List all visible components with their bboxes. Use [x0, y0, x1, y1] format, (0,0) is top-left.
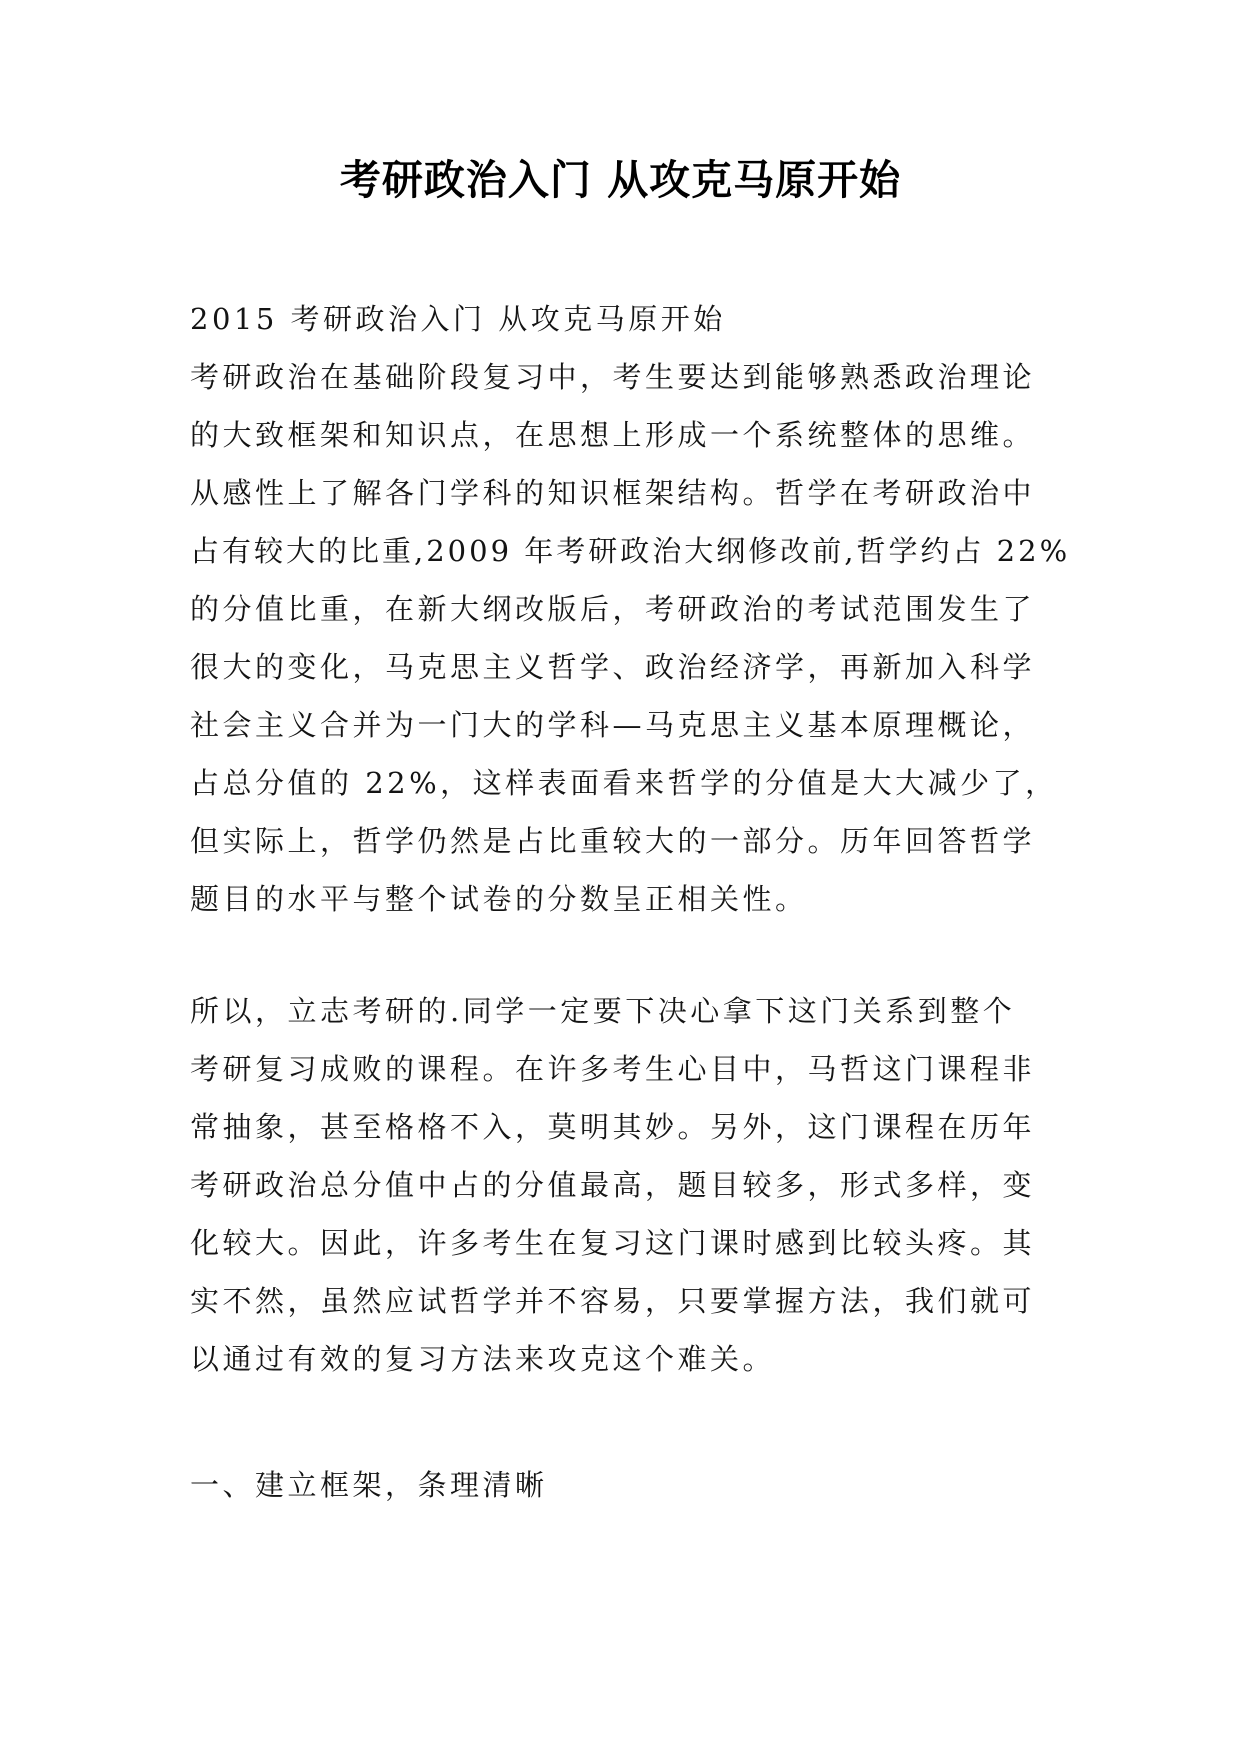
text-line: 考研政治在基础阶段复习中，考生要达到能够熟悉政治理论 — [190, 360, 1036, 394]
document-title: 考研政治入门 从攻克马原开始 — [339, 156, 902, 204]
text-line: 社会主义合并为一门大的学科—马克思主义基本原理概论， — [190, 708, 1036, 742]
text-line: 从感性上了解各门学科的知识框架结构。哲学在考研政治中 — [190, 476, 1036, 510]
section-heading — [190, 1456, 1070, 1514]
text-line: 实不然，虽然应试哲学并不容易，只要掌握方法，我们就可 — [190, 1284, 1036, 1318]
text-line: 占有较大的比重,2009 年考研政治大纲修改前,哲学约占 22% — [190, 534, 1071, 568]
text-line: 的分值比重，在新大纲改版后，考研政治的考试范围发生了 — [190, 592, 1036, 626]
text-line: 考研政治总分值中占的分值最高，题目较多，形式多样，变 — [190, 1168, 1036, 1202]
text-line: 2015 考研政治入门 从攻克马原开始 — [190, 302, 726, 336]
text-line: 所以，立志考研的.同学一定要下决心拿下这门关系到整个 — [190, 994, 1016, 1028]
text-line: 占总分值的 22%，这样表面看来哲学的分值是大大减少了， — [190, 766, 1058, 800]
text-line: 很大的变化，马克思主义哲学、政治经济学，再新加入科学 — [190, 650, 1036, 684]
text-line: 以通过有效的复习方法来攻克这个难关。 — [190, 1342, 776, 1376]
text-line: 考研复习成败的课程。在许多考生心目中，马哲这门课程非 — [190, 1052, 1036, 1086]
paragraph-second — [190, 982, 1070, 1388]
text-line: 常抽象，甚至格格不入，莫明其妙。另外，这门课程在历年 — [190, 1110, 1036, 1144]
text-line: 但实际上，哲学仍然是占比重较大的一部分。历年回答哲学 — [190, 824, 1036, 858]
text-line: 的大致框架和知识点，在思想上形成一个系统整体的思维。 — [190, 418, 1036, 452]
text-line: 化较大。因此，许多考生在复习这门课时感到比较头疼。其 — [190, 1226, 1036, 1260]
text-line: 题目的水平与整个试卷的分数呈正相关性。 — [190, 882, 808, 916]
section-heading-text: 一、建立框架，条理清晰 — [190, 1468, 548, 1502]
paragraph-intro — [190, 290, 1070, 928]
